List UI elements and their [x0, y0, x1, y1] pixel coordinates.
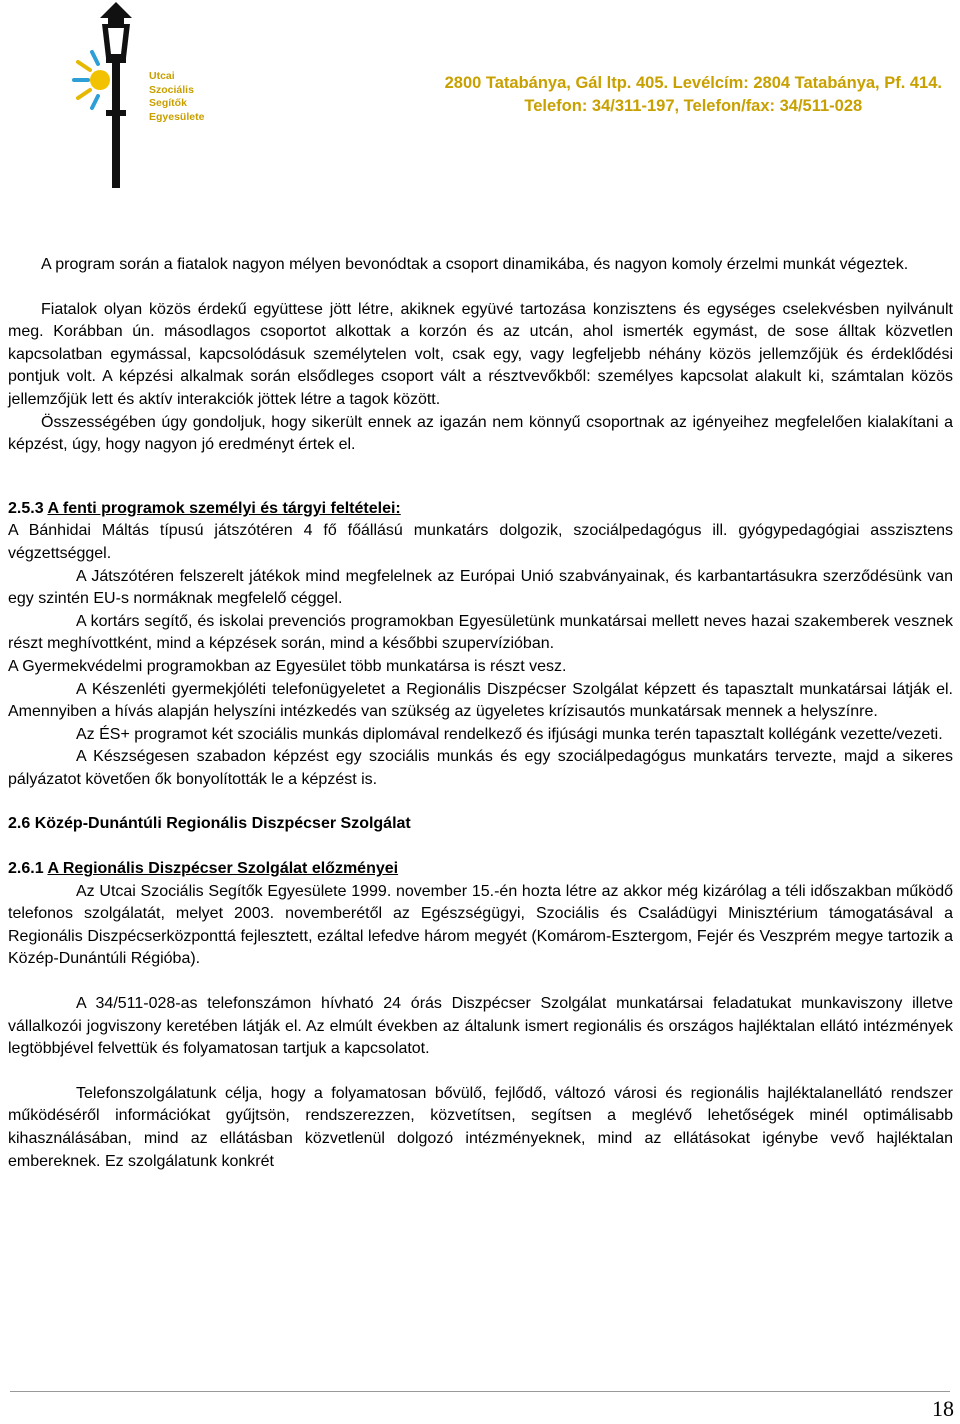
paragraph: A Játszótéren felszerelt játékok mind megfelelnek az Európai Unió szabványainak, és karbantartásukra szerződésünk van egy szintén EU-s normáknak megfelelő céggel. [8, 567, 953, 608]
paragraph: Az ÉS+ programot két szociális munkás diplomával rendelkező és ifjúsági munka terén tapasztalt kollégánk vezette/vezeti. [76, 725, 943, 743]
page-number: 18 [932, 1396, 954, 1421]
heading-title: A Regionális Diszpécser Szolgálat előzményei [47, 860, 399, 878]
section-heading-2-6: 2.6 Közép-Dunántúli Regionális Diszpécser Szolgálat [8, 815, 411, 833]
contact-info [445, 72, 942, 118]
paragraph: A Készségesen szabadon képzést egy szociális munkás és egy szociálpedagógus munkatárs tervezte, majd a sikeres pályázatot követően ők bonyolították le a képzést is. [8, 748, 953, 788]
section-heading-2-5-3 [8, 498, 953, 521]
address-line: 2800 Tatabánya, Gál ltp. 405. Levélcím: 2804 Tatabánya, Pf. 414. [444, 74, 942, 92]
paragraph: A Bánhidai Máltás típusú játszótéren 4 fő főállású munkatárs dolgozik, szociálpedagógus ill. gyógypedagógiai asszisztens végzettséggel. [8, 522, 953, 562]
paragraph: A kortárs segítő, és iskolai prevenciós programokban Egyesületünk munkatársai mellett neves hazai szakemberek vesznek részt meghívottként, mind a képzések során, mind a későbbi szupervízióban. [8, 612, 953, 653]
organization-name [149, 70, 204, 124]
section-heading-2-6-1 [8, 858, 953, 881]
paragraph: Fiatalok olyan közös érdekű együttese jött létre, akiknek együvé tartozása konzisztens és egységes cselekvésben nyilvánult meg. Korábban ún. másodlagos csoportot alkottak a korzón és az utcán, ahol ismerték egymást, de sose álltak közvetlen kapcsolatban egymással, kapcsolódásuk személytelen volt, csak egy, vagy legfeljebb néhány közös jellemzőjük és érdeklődési pontjuk volt. A képzési alkalmak során elsődleges csoport vált a résztvevőkből: személyes kapcsolat alakult ki, számtalan közös jellemzőjük lett és aktív interakciók jöttek létre a tagok között. [8, 300, 953, 408]
heading-title: A fenti programok személyi és tárgyi feltételei: [47, 499, 401, 517]
paragraph: A Gyermekvédelmi programokban az Egyesület több munkatársa is részt vesz. [8, 657, 567, 675]
paragraph: Telefonszolgálatunk célja, hogy a folyamatosan bővülő, fejlődő, változó városi és regionális hajléktalanellátó rendszer működéséről információkat gyűjtsön, rendszerezzen, közvetítsen, segítsen a meglévő lehetőségek minél optimálisabb kihasználásában, mind az ellátásban közvetlenül dolgozó intézményeknek, mind az ellátásokat igénybe vevő hajléktalan embereknek. Ez szolgálatunk konkrét [8, 1084, 953, 1170]
org-line: Utcai [149, 70, 175, 82]
org-line: Egyesülete [149, 110, 205, 123]
paragraph: A 34/511-028-as telefonszámon hívható 24 órás Diszpécser Szolgálat munkatársai feladatukat munkaviszony illetve vállalkozói jogviszony keretében látják el. Az elmúlt években az általunk ismert regionális és országos hajléktalan ellátó intézmények legtöbbjével felvettük és folyamatosan tartjuk a kapcsolatot. [8, 995, 953, 1058]
lamp-logo-icon [70, 0, 150, 190]
paragraph: Összességében úgy gondoljuk, hogy sikerült ennek az igazán nem könnyű csoportnak az igényeihez megfelelően kialakítani a képzést, úgy, hogy nagyon jó eredményt értek el. [8, 413, 953, 454]
document-body [8, 254, 953, 1173]
paragraph: A program során a fiatalok nagyon mélyen bevonódtak a csoport dinamikába, és nagyon komoly érzelmi munkát végeztek. [41, 256, 909, 273]
phone-line: Telefon: 34/311-197, Telefon/fax: 34/511-028 [524, 97, 863, 115]
footer-divider [10, 1391, 950, 1392]
paragraph: A Készenléti gyermekjóléti telefonügyeletet a Regionális Diszpécser Szolgálat képzett és tapasztalt munkatársai látják el. Amennyiben a hívás alapján helyszíni intézkedés van szükség az ügyeletes krízisautós munkatársak mennek a helyszínre. [8, 680, 953, 721]
page-header [0, 0, 960, 200]
org-line: Segítők [149, 97, 187, 109]
org-line: Szociális [149, 83, 194, 96]
paragraph: Az Utcai Szociális Segítők Egyesülete 1999. november 15.-én hozta létre az akkor még kizárólag a téli időszakban működő telefonos szolgálatát, melyet 2003. novemberétől az Egészségügyi, Szociális és Családügyi Minisztérium támogatásával a Regionális Diszpécserközponttá fejlesztett, ezáltal lefedve három megyét (Komárom-Esztergom, Fejér és Veszprém megye tartozik a Közép-Dunántúli Régióba). [8, 882, 953, 968]
heading-number: 2.5.3 [8, 499, 44, 517]
heading-number: 2.6.1 [8, 860, 44, 878]
